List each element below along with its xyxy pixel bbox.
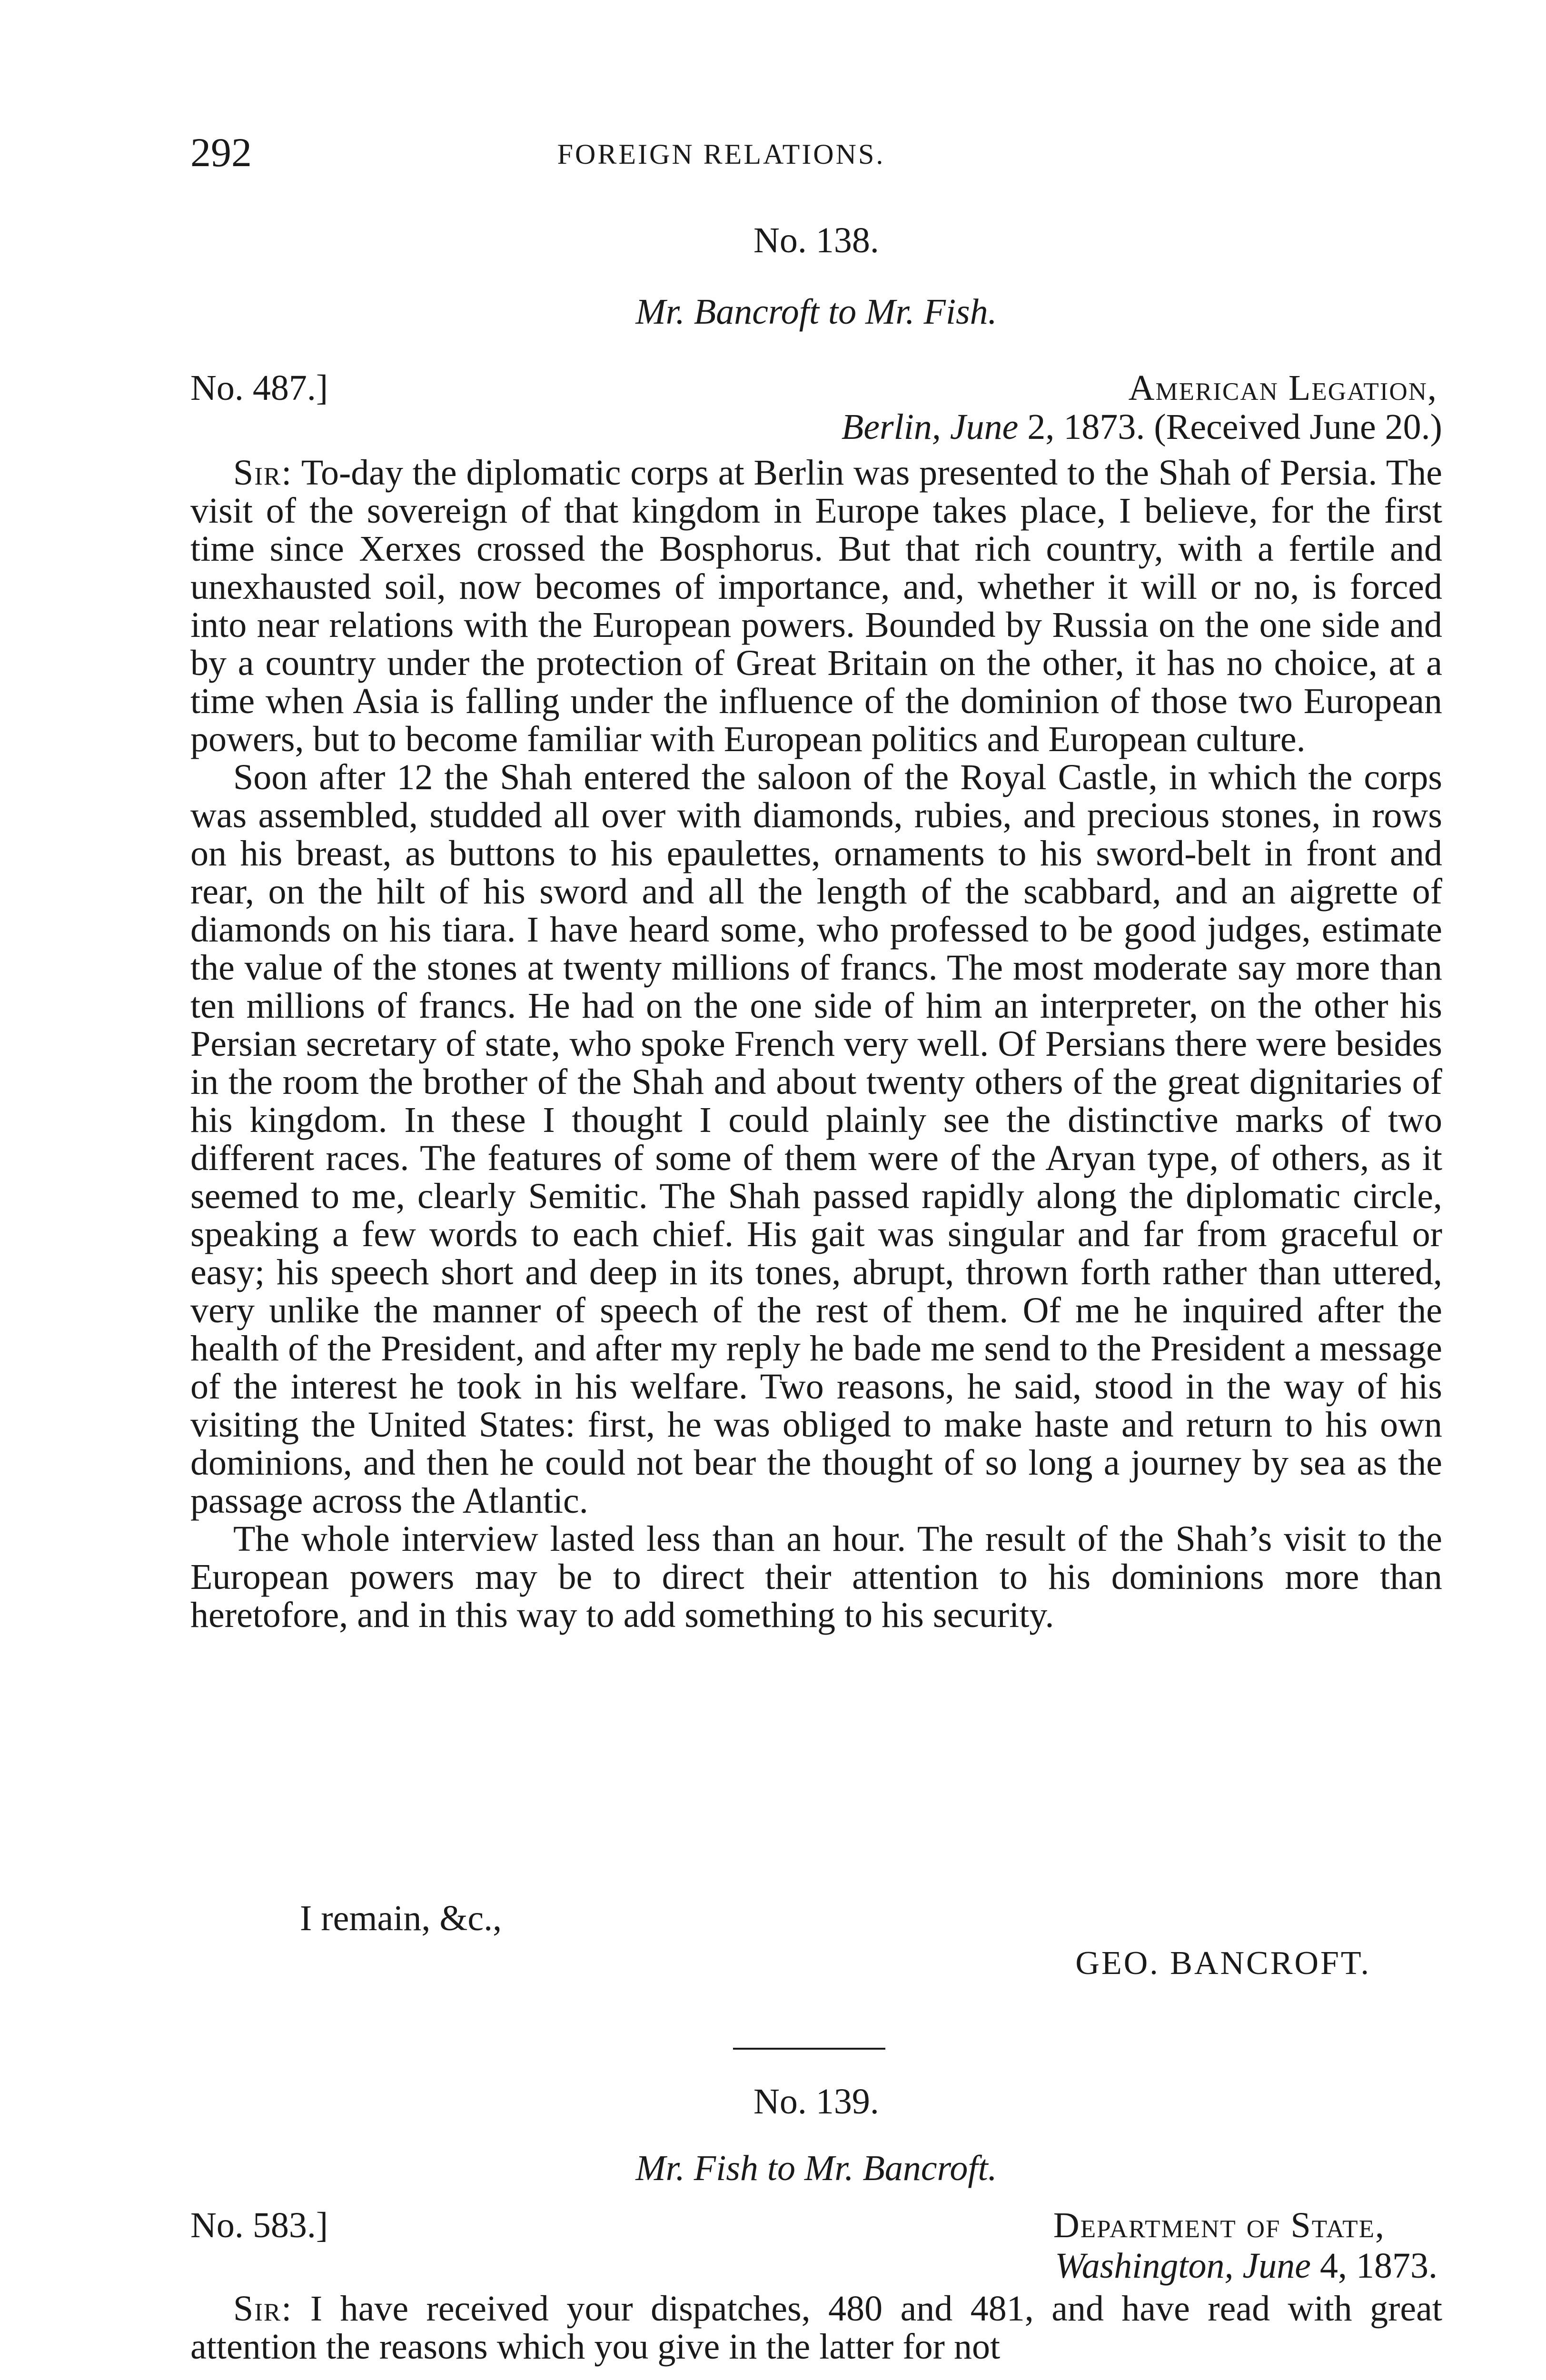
page-number: 292: [190, 129, 252, 175]
document-heading: Mr. Bancroft to Mr. Fish.: [635, 292, 997, 332]
salutation: Sir:: [233, 2289, 293, 2329]
paragraph-text: I have received your dispatches, 480 and 481, and have read with great attention the reasons which you give in the latter for not: [190, 2289, 1442, 2367]
dispatch-number: No. 487.]: [190, 368, 328, 408]
origin-department: Department of State,: [1053, 2205, 1385, 2245]
salutation: Sir:: [233, 453, 293, 493]
document-number: No. 139.: [753, 2082, 879, 2122]
dateline-date: 4, 1873.: [1311, 2246, 1437, 2286]
paragraph-text: To-day the diplomatic corps at Berlin was presented to the Shah of Persia. The visit of the sovereign of that kingdom in Europe takes place, I believe, for the first time since Xerxes crossed the Bosphorus. But that rich country, with a fertile and unexhausted soil, now becomes of importance, and, whether it will or no, is forced into near relations with the European powers. Bounded by Russia on the one side and by a country under the protection of Great Britain on the other, it has no choice, at a time when Asia is falling under the influence of the dominion of those two European powers, but to become familiar with European politics and European culture.: [190, 453, 1442, 759]
document-page: [190, 0, 1442, 2380]
dateline-place: Berlin, June: [841, 407, 1019, 447]
running-head: [190, 129, 1442, 181]
paragraph: [190, 454, 1442, 758]
signature: GEO. BANCROFT.: [1075, 1945, 1371, 1982]
dispatch-number: No. 583.]: [190, 2205, 328, 2245]
closing: I remain, &c.,: [300, 1898, 502, 1938]
paragraph: Soon after 12 the Shah entered the saloon of the Royal Castle, in which the corps was assembled, studded all over with diamonds, rubies, and precious stones, in rows on his breast, as buttons to his epaulettes, ornaments to his sword-belt in front and rear, on the hilt of his sword and all the length of the scabbard, and an aigrette of diamonds on his tiara. I have heard some, who professed to be good judges, estimate the value of the stones at twenty millions of francs. The most moderate say more than ten millions of francs. He had on the one side of him an interpreter, on the other his Persian secretary of state, who spoke French very well. Of Persians there were besides in the room the brother of the Shah and about twenty others of the great dignitaries of his kingdom. In these I thought I could plainly see the distinctive marks of two different races. The features of some of them were of the Aryan type, of others, as it seemed to me, clearly Semitic. The Shah passed rapidly along the diplomatic circle, speaking a few words to each chief. His gait was singular and far from graceful or easy; his speech short and deep in its tones, abrupt, thrown forth rather than uttered, very unlike the manner of speech of the rest of them. Of me he inquired after the health of the President, and after my reply he bade me send to the President a message of the interest he took in his welfare. Two reasons, he said, stood in the way of his visiting the United States: first, he was obliged to make haste and return to his own dominions, and then he could not bear the thought of so long a journey by sea as the passage across the Atlantic.: [190, 757, 1442, 1521]
dateline: [1055, 2244, 1437, 2287]
dispatch-reference-line: [190, 2204, 1442, 2247]
dateline-place: Washington, June: [1055, 2246, 1311, 2286]
document-heading: Mr. Fish to Mr. Bancroft.: [635, 2148, 997, 2188]
dispatch-reference-line: [190, 367, 1442, 409]
section-title: FOREIGN RELATIONS.: [557, 139, 885, 170]
document-number: No. 138.: [753, 220, 879, 260]
paragraph: [190, 2290, 1442, 2366]
section-divider: [733, 2048, 885, 2050]
dateline-date: 2, 1873. (Received June 20.): [1018, 407, 1442, 447]
dateline: [842, 406, 1442, 448]
letter-body: [190, 2290, 1442, 2366]
letter-body: [190, 454, 1442, 1634]
origin-legation: American Legation,: [1128, 368, 1437, 408]
paragraph: The whole interview lasted less than an hour. The result of the Shah’s visit to the European powers may be to direct their attention to his dominions more than heretofore, and in this way to add something to his security.: [190, 1519, 1442, 1635]
